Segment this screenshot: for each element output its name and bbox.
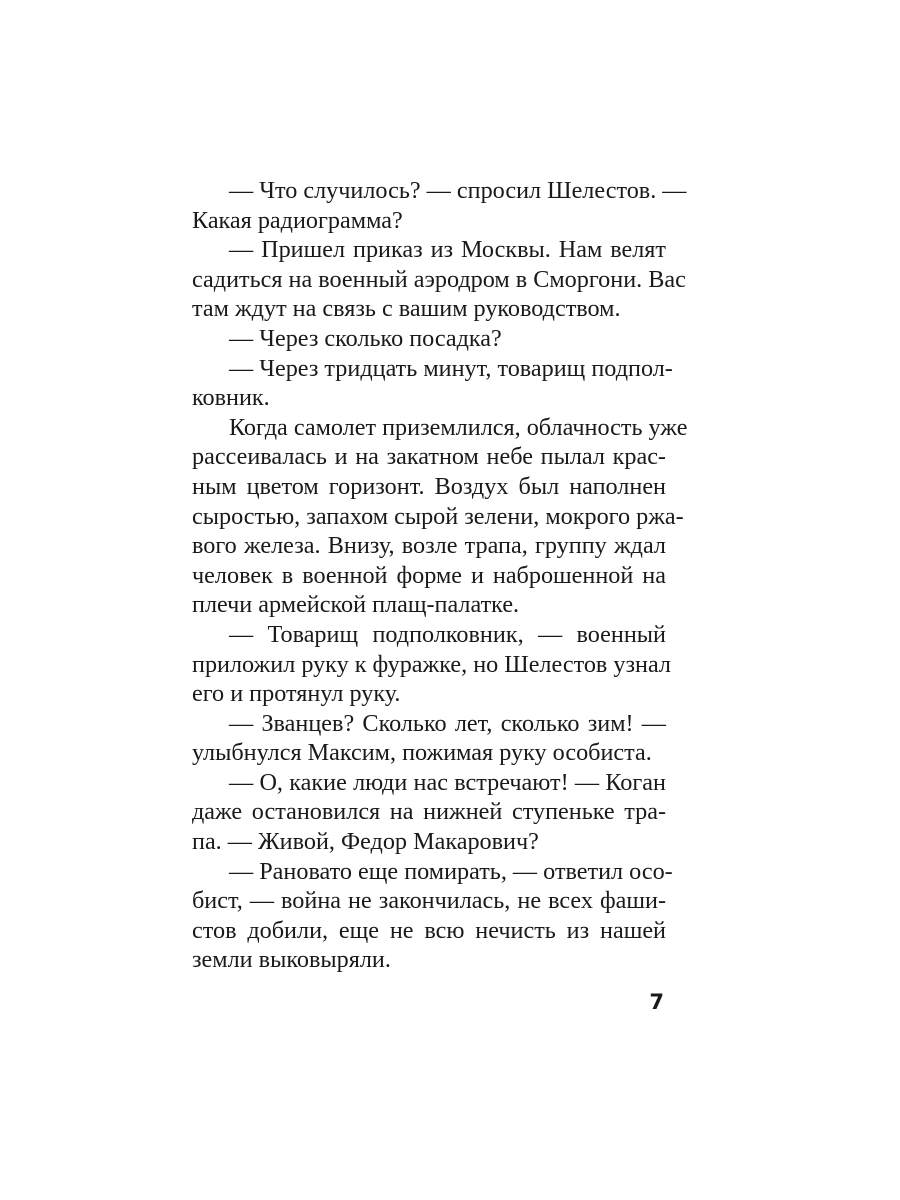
text-line: человек в военной форме и наброшенной на — [192, 561, 666, 589]
text-line: — Рановато еще помирать, — ответил осо- — [229, 857, 673, 885]
text-line: плечи армейской плащ-палатке. — [192, 591, 520, 619]
page-number: 7 — [649, 990, 664, 1014]
text-line: даже остановился на нижней ступеньке тра- — [192, 798, 666, 826]
text-line: па. — Живой, Федор Макарович? — [192, 828, 539, 856]
text-line: — Пришел приказ из Москвы. Нам велят — [229, 236, 666, 264]
text-line: Какая радиограмма? — [192, 206, 403, 234]
text-line: — Через сколько посадка? — [229, 324, 502, 352]
text-line: — Званцев? Сколько лет, сколько зим! — — [229, 709, 666, 737]
text-line: улыбнулся Максим, пожимая руку особиста. — [192, 739, 652, 767]
text-line: Когда самолет приземлился, облачность уже — [229, 413, 688, 441]
body-text — [192, 176, 688, 975]
text-line: стов добили, еще не всю нечисть из нашей — [192, 916, 666, 944]
text-line: его и протянул руку. — [192, 680, 401, 708]
text-line: садиться на военный аэродром в Сморгони. Вас — [192, 265, 686, 293]
text-line: вого железа. Внизу, возле трапа, группу ждал — [192, 532, 666, 560]
text-line: ковник. — [192, 384, 270, 412]
text-line: земли выковыряли. — [192, 946, 391, 974]
text-line: приложил руку к фуражке, но Шелестов узнал — [192, 650, 672, 678]
text-line: ным цветом горизонт. Воздух был наполнен — [192, 472, 666, 500]
text-line: там ждут на связь с вашим руководством. — [192, 295, 621, 323]
text-line: — Через тридцать минут, товарищ подпол- — [229, 354, 673, 382]
text-line: сыростью, запахом сырой зелени, мокрого ржа- — [192, 502, 684, 530]
text-line: — Товарищ подполковник, — военный — [229, 620, 666, 648]
text-line: — Что случилось? — спросил Шелестов. — — [229, 177, 687, 204]
text-line: бист, — война не закончилась, не всех фаши- — [192, 887, 666, 915]
text-line: рассеивалась и на закатном небе пылал крас- — [192, 443, 666, 471]
text-line: — О, какие люди нас встречают! — Коган — [229, 768, 666, 796]
